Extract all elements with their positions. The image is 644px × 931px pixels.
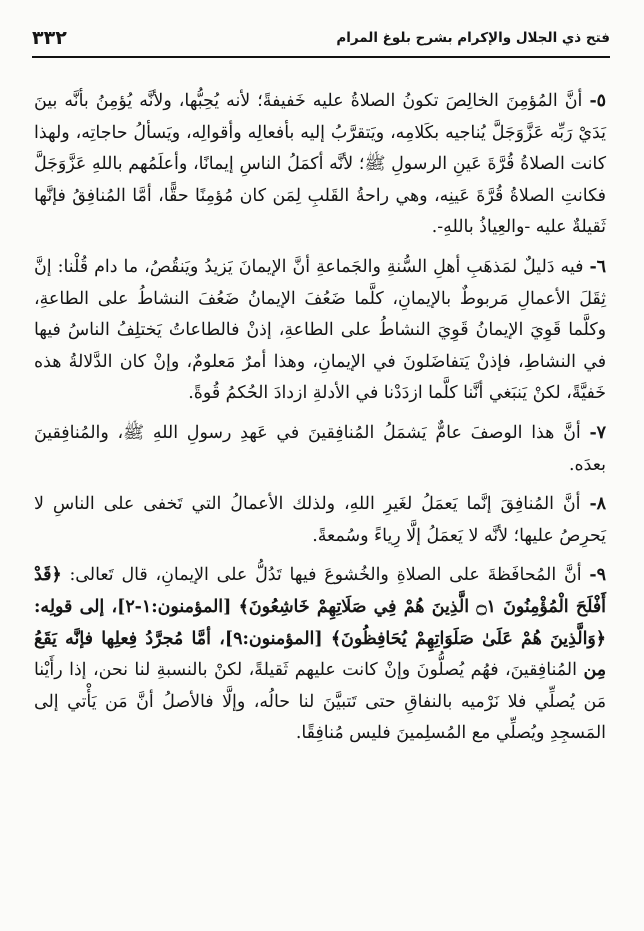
text-line: فإنَّها ثَقيلةٌ عليه -والعِياذُ باللهِ-.	[34, 185, 606, 238]
text-line: فيه دَليلٌ لمَذهَبِ أهلِ السُّنةِ والجَماعةِ أنَّ الإيمانَ يَزيدُ ويَنقُصُ، ما دام قُلْنا:	[57, 256, 584, 277]
text-line: يُصلِّي فلا نَرْميه بالنفاقِ حتى تَتبيَّنَ لنا حالُه، وإلَّا فالأصلُ أنَّ مَن يَأْتي إلى المَسجِدِ	[34, 691, 606, 744]
paragraph-point-7	[34, 418, 606, 481]
paragraph-point-6	[34, 252, 606, 410]
text-line: أنَّ هذا الوصفَ عامٌّ يَشمَلُ المُنافِقينَ في عَهدِ رسولِ اللهِ ﷺ، والمُنافِقينَ	[34, 422, 581, 443]
quran-verse-line: ﴿قَدْ أَفْلَحَ الْمُؤْمِنُونَ ۝١ الَّذِينَ هُمْ فِي صَلَاتِهِمْ خَاشِعُونَ﴾ [المؤمنون:١-٢]، إلى قولِه:	[34, 565, 606, 617]
text-line: بأنَّه بينَ يَدَيْ رَبِّه عَزَّوَجَلَّ يُناجيه بكَلامِه، ويَتقرَّبُ إليه بأفعالِه وأقوالِه، ويَسألُ حاجاتِه،	[34, 91, 606, 143]
book-title: فتح ذي الجلال والإكرام بشرح بلوغ المرام	[336, 30, 610, 46]
text-line: لكنْ يَنبَغي أنَّنا كلَّما ازدَدْنا في الأدلةِ ازدادَ الحُكمُ قُوةً.	[188, 383, 561, 404]
text-line: لا يَحرِصُ عليها؛ لأنَّه لا يَعمَلُ إلَّا رِياءً وسُمعةً.	[34, 494, 606, 546]
text-line: بعدَه.	[569, 454, 606, 475]
text-line: ويُصلِّي مع المُسلِمينَ فليس مُنافِقًا.	[295, 723, 545, 744]
text-line: أنَّ المُؤمِنَ الخالِصَ تكونُ الصلاةُ عليه خَفيفةً؛ لأنه يُحِبُّها، ولأنَّه يُؤمِنُ	[95, 91, 583, 111]
header-divider	[32, 56, 610, 58]
text-line: أنَّ المُحافَظةَ على الصلاةِ والخُشوعَ فيها تَدُلُّ على الإيمانِ، قال تَعالى:	[69, 565, 582, 586]
point-number: ٦-	[589, 256, 606, 277]
paragraph-point-5	[34, 86, 606, 244]
page-header	[32, 24, 610, 52]
point-number: ٥-	[589, 91, 606, 111]
quran-verse-line: ﴿وَالَّذِينَ هُمْ عَلَىٰ صَلَوَاتِهِمْ يُحَافِظُونَ﴾ [المؤمنون:٩]، أمَّا مُجرَّدُ فِعلِها فإنَّه يَقَعُ مِن	[34, 628, 607, 681]
paragraph-point-9	[34, 560, 606, 750]
text-line: أنَّ المُنافِقَ إنَّما يَعمَلُ لغَيرِ اللهِ، ولذلك الأعمالُ التي تَخفى على الناسِ	[52, 494, 581, 515]
point-number: ٧-	[589, 422, 606, 443]
text-line: النشاطِ، فإذنْ يَتفاضَلونَ في الإيمانِ، وهذا أمرٌ مَعلومٌ، وإنْ كان الدَّلالةُ هذه خَفيَّةً،	[34, 351, 606, 404]
text-line: إنَّ ثِقَلَ الأعمالِ مَربوطٌ بالإيمانِ، كلَّما ضَعُفَ الإيمانُ ضَعُفَ النشاطُ على الطاعةِ،	[34, 256, 606, 309]
page-number: ٣٣٢	[32, 27, 67, 49]
point-number: ٩-	[589, 565, 606, 586]
paragraph-point-8	[34, 489, 606, 552]
text-line: المُنافِقينَ، فهُم يُصلُّونَ وإنْ كانت عليهم ثَقيلةً، لكنْ بالنسبةِ لنا نحن، إذا رأَيْنا مَن	[34, 660, 607, 712]
page-body	[34, 86, 606, 750]
point-number: ٨-	[589, 494, 606, 515]
text-line: ولهذا كانت الصلاةُ قُرَّةَ عَينِ الرسولِ ﷺ؛ لأنَّه أكمَلُ الناسِ إيمانًا، وأعلَمُهم باللهِ	[34, 122, 606, 175]
text-line: وكلَّما قَوِيَ الإيمانُ قَوِيَ النشاطُ على الطاعةِ، إذنْ فالطاعاتُ يَختلِفُ الناسُ فيها في	[34, 320, 607, 372]
text-line: عَزَّوَجَلَّ فكانتِ الصلاةُ قُرَّةَ عَينِه، وهي راحةُ القَلبِ لِمَن كان مُؤمِنًا حقًّا، أمَّا المُنافِقُ	[34, 154, 606, 206]
